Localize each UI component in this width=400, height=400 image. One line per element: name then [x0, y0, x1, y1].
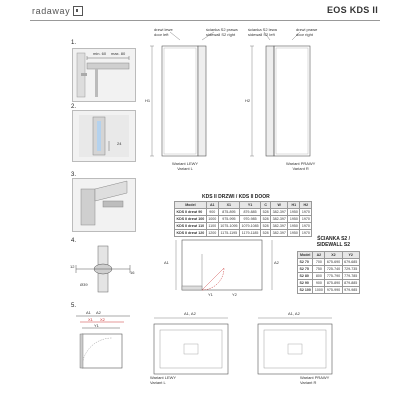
table-cell: 970-985: [239, 216, 260, 223]
plan-mid-y2: Y2: [232, 292, 237, 297]
table-cell: 1079-1085: [241, 224, 259, 228]
callout-sidewall-left-pl: ścianka S2 lewa: [248, 27, 277, 32]
variant-right-pl: Wariant PRAWY: [286, 161, 316, 166]
table-cell: 382-397: [272, 231, 286, 235]
table-cell: S2 90: [298, 280, 313, 287]
elevation-drawings: [140, 28, 350, 198]
table-cell: KDS II drzwi 100: [176, 217, 205, 221]
table-cell: 1970: [301, 217, 310, 221]
callout-sidewall-left-en: sidewall S2 left: [248, 31, 275, 37]
step-number-2: 2.: [71, 104, 77, 110]
table-cell: 725-740: [326, 267, 341, 271]
table-header: Model: [175, 202, 207, 209]
step5-dim-y1: Y1: [94, 323, 99, 328]
step5-plan-drawing: [72, 308, 136, 378]
table-row: [175, 216, 312, 223]
table-cell: 528: [262, 231, 269, 235]
door-table-header-row: [175, 202, 312, 209]
table-cell: 875-895: [218, 209, 239, 216]
table-cell: 1970: [301, 224, 310, 228]
table-cell: 1075-1095: [220, 224, 238, 228]
table-cell: 1950: [289, 217, 298, 221]
table-row: [298, 266, 360, 273]
table-row: [298, 259, 360, 266]
step5-dim-x1: X1: [88, 317, 93, 322]
table-header: X2: [325, 252, 342, 259]
plan-bottom-dim-right: A1, A2: [288, 311, 300, 316]
brand-logo: [32, 6, 83, 16]
step4-dim-diameter: Ø39: [80, 282, 88, 287]
table-cell: 900: [313, 280, 325, 287]
table-row: [298, 273, 360, 280]
table-cell: 382-397: [272, 224, 286, 228]
step-number-1: 1.: [71, 40, 77, 46]
table-cell: 875-890: [326, 281, 341, 285]
table-cell: 975-990: [326, 288, 341, 292]
step1-illustration: [72, 48, 136, 102]
step4-handle-drawing: [72, 244, 136, 294]
dim-h1-left: H1: [145, 98, 151, 103]
sidewall-title-pl: ŚCIANKA S2 /: [317, 236, 350, 242]
table-row: [298, 280, 360, 287]
sidewall-table-title: [300, 236, 350, 248]
dim-h2-right: H2: [245, 98, 251, 103]
table-header: X1: [218, 202, 239, 209]
table-cell: 382-397: [272, 217, 286, 221]
header-divider: [30, 20, 380, 21]
callout-sidewall-right: [206, 28, 238, 37]
table-header: H2: [300, 202, 312, 209]
table-header: H1: [288, 202, 300, 209]
door-spec-table: [174, 201, 312, 237]
table-header: W: [271, 202, 288, 209]
plan-variant-right: [300, 376, 329, 385]
table-cell: 879-885: [344, 281, 358, 285]
table-cell: KDS II drzwi 120: [176, 231, 205, 235]
table-cell: 1200: [208, 231, 217, 235]
table-cell: 1950: [289, 210, 298, 214]
table-cell: 979-985: [344, 288, 358, 292]
table-cell: 528: [262, 217, 269, 221]
table-cell: 1950: [289, 224, 298, 228]
sidewall-table-header-row: [298, 252, 360, 259]
callout-sidewall-right-pl: ścianka S2 prawa: [206, 27, 238, 32]
plan-mid-y1: Y1: [208, 292, 213, 297]
callout-sidewall-left: [248, 28, 277, 37]
table-cell: 975-995: [218, 216, 239, 223]
variant-left-pl: Wariant LEWY: [172, 161, 199, 166]
plan-variant-left-pl: Wariant LEWY: [150, 375, 177, 380]
table-row: [175, 223, 312, 230]
table-cell: 528: [262, 224, 269, 228]
table-row: [298, 287, 360, 294]
table-cell: 800: [313, 273, 325, 280]
step5-dim-a1: A1: [86, 310, 91, 315]
variant-right-label: [286, 162, 315, 171]
table-cell: 779-785: [344, 274, 358, 278]
table-cell: 700: [313, 259, 325, 266]
table-cell: 1950: [289, 231, 298, 235]
step-number-5: 5.: [71, 303, 77, 309]
callout-door-left: [154, 28, 173, 37]
step1-dim-max: max. 80: [111, 51, 126, 56]
brand-name: radaway: [32, 6, 71, 16]
table-header: A1: [206, 202, 218, 209]
callout-door-right-pl: drzwi prawe: [296, 27, 318, 32]
sidewall-title-en: SIDEWALL S2: [316, 242, 350, 248]
plan-bottom-dim-left: A1, A2: [184, 311, 196, 316]
plan-view-bottom: [140, 304, 350, 394]
table-row: [175, 209, 312, 216]
step3-illustration: [72, 178, 136, 232]
step2-illustration: [72, 110, 136, 162]
table-cell: S2 75: [298, 266, 313, 273]
step1-dim-min: min. 60: [93, 51, 107, 56]
table-cell: 729-735: [344, 267, 358, 271]
step4-dim-12: 12: [70, 264, 75, 269]
step-number-4: 4.: [71, 238, 77, 244]
table-header: Y2: [342, 252, 359, 259]
table-cell: 1000: [208, 217, 217, 221]
table-cell: 679-685: [344, 260, 358, 264]
brand-logo-icon: [73, 6, 83, 16]
step5-dim-x2: X2: [100, 317, 105, 322]
table-cell: S2 80: [298, 273, 313, 280]
table-header: Y1: [239, 202, 260, 209]
variant-left-en: Variant L: [177, 165, 193, 171]
plan-variant-right-pl: Wariant PRAWY: [300, 375, 330, 380]
table-header: A2: [313, 252, 325, 259]
table-cell: 1100: [206, 223, 218, 230]
door-table-title: KDS II DRZWI / KDS II DOOR: [202, 194, 270, 200]
plan-variant-right-en: Variant R: [300, 379, 317, 385]
table-cell: 1179-1185: [239, 230, 260, 237]
table-cell: KDS II drzwi 110: [175, 223, 207, 230]
plan-mid-a1: A1: [164, 260, 169, 265]
table-cell: 1000: [314, 288, 323, 292]
table-cell: 1175-1195: [218, 230, 239, 237]
step-number-3: 3.: [71, 172, 77, 178]
sidewall-spec-table: [297, 251, 360, 294]
table-cell: 879-885: [239, 209, 260, 216]
table-cell: 900: [206, 209, 218, 216]
plan-view-middle: [162, 236, 292, 298]
step5-dim-a2: A2: [96, 310, 101, 315]
table-cell: 1970: [301, 231, 310, 235]
document-title: EOS KDS II: [326, 5, 378, 15]
table-cell: 528: [262, 210, 269, 214]
table-header: C: [261, 202, 271, 209]
table-cell: S2 100: [299, 288, 311, 292]
table-cell: 675-690: [326, 260, 341, 264]
table-header: Model: [298, 252, 313, 259]
plan-variant-left-en: Variant L: [150, 379, 166, 385]
plan-variant-left: [150, 376, 176, 385]
table-cell: 1970: [301, 210, 310, 214]
callout-door-left-pl: drzwi lewe: [154, 27, 173, 32]
variant-right-en: Variant R: [292, 165, 309, 171]
table-cell: 382-397: [272, 210, 286, 214]
callout-door-right-en: door right: [296, 31, 313, 37]
step4-dim-16: 16: [130, 270, 135, 275]
plan-mid-a2: A2: [274, 260, 279, 265]
callout-door-right: [296, 28, 317, 37]
table-cell: S2 70: [298, 259, 313, 266]
table-cell: 775-790: [326, 274, 341, 278]
table-cell: 750: [313, 266, 325, 273]
step2-dim: 24: [117, 141, 122, 146]
variant-left-label: [172, 162, 198, 171]
table-cell: KDS II drzwi 90: [175, 209, 207, 216]
callout-door-left-en: door left: [154, 31, 169, 37]
callout-sidewall-right-en: sidewall S2 right: [206, 31, 236, 37]
